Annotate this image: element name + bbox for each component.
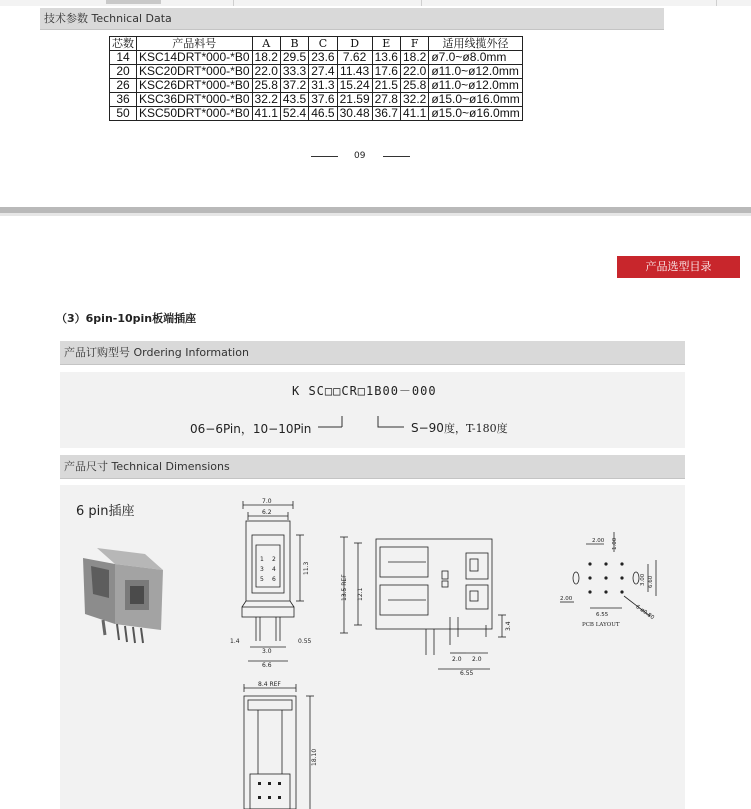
spec-cell: 29.5 [280,51,308,65]
spec-cell: 22.0 [252,65,280,79]
pin-count-note: 06−6Pin，10−10Pin [190,422,312,436]
spec-cell: 13.6 [372,51,400,65]
pcb-dim-width: 6.55 [596,612,609,618]
spec-cell: 26 [110,79,137,93]
front-view-drawing [228,495,323,670]
pcb-layout-drawing [552,530,667,630]
spec-cell: ø7.0~ø8.0mm [429,51,522,65]
spec-cell: 32.2 [400,93,428,107]
spec-table-header [110,37,523,51]
spec-header-cell: 产品料号 [137,37,253,51]
side-dim-pin-pitch-a: 2.0 [452,656,462,663]
spec-cell: ø15.0~ø16.0mm [429,107,522,121]
front-dim-tab: 1.4 [230,638,240,645]
spec-header-cell: 芯数 [110,37,137,51]
side-dim-height-ref: 13.5 REF [341,574,348,601]
spec-cell: 20 [110,65,137,79]
page-number-rule-left [311,156,338,157]
spec-cell: KSC26DRT*000-*B0 [137,79,253,93]
technical-data-bar: 技术参数 Technical Data [40,8,664,30]
spec-cell: 37.2 [280,79,308,93]
page-number: 09 [354,151,366,161]
spec-header-cell: A [252,37,280,51]
spec-cell: KSC20DRT*000-*B0 [137,65,253,79]
pcb-dim-height: 6.60 [648,575,654,588]
pin-number-4: 4 [272,566,276,573]
page-number-rule-right [383,156,410,157]
catalog-tag: 产品选型目录 [617,256,740,278]
spec-header-cell: B [280,37,308,51]
bottom-dim-length: 18.10 [311,748,318,766]
spec-cell: ø11.0~ø12.0mm [429,79,522,93]
front-dim-inner-width: 6.2 [262,509,272,516]
side-dim-depth: 6.55 [460,670,474,675]
spec-cell: 46.5 [309,107,337,121]
spec-cell: 15.24 [337,79,372,93]
spec-table [109,36,523,121]
spec-cell: 31.3 [309,79,337,93]
table-row [110,65,523,79]
spec-header-cell: F [400,37,428,51]
pcb-dim-left: 2.00 [560,596,573,602]
section-heading: （3）6pin-10pin板端插座 [56,312,197,325]
spec-cell: 37.6 [309,93,337,107]
spec-cell: 22.0 [400,65,428,79]
spec-cell: 25.8 [252,79,280,93]
side-view-drawing [338,525,523,675]
spec-cell: KSC50DRT*000-*B0 [137,107,253,121]
pcb-caption: PCB LAYOUT [582,622,620,628]
spec-cell: 25.8 [400,79,428,93]
spec-header-cell: C [309,37,337,51]
active-tab-indicator [106,0,161,4]
pcb-dim-offset: 1.00 [612,537,618,550]
front-dim-base: 6.6 [262,662,272,669]
side-dim-height: 12.1 [357,587,364,601]
tab-separator [233,0,234,6]
pin-number-5: 5 [260,576,264,583]
spec-cell: 33.3 [280,65,308,79]
spec-cell: 41.1 [400,107,428,121]
spec-cell: KSC36DRT*000-*B0 [137,93,253,107]
spec-cell: 36 [110,93,137,107]
front-dim-height: 11.3 [303,561,310,575]
spec-cell: 21.5 [372,79,400,93]
spec-cell: 18.2 [400,51,428,65]
spec-cell: 11.43 [337,65,372,79]
pin-number-2: 2 [272,556,276,563]
technical-dimensions-bar: 产品尺寸 Technical Dimensions [60,455,685,479]
angle-note-prefix: S−90 [411,421,444,435]
angle-note [411,420,508,436]
front-dim-width: 7.0 [262,498,272,505]
spec-header-cell: E [372,37,400,51]
spec-cell: ø11.0~ø12.0mm [429,65,522,79]
front-dim-pitch: 3.0 [262,648,272,655]
spec-header-cell: D [337,37,372,51]
spec-cell: 30.48 [337,107,372,121]
spec-cell: 43.5 [280,93,308,107]
spec-cell: 23.6 [309,51,337,65]
angle-note-suffix: 度，T-180度 [443,422,508,435]
table-row [110,93,523,107]
spec-cell: 7.62 [337,51,372,65]
spec-cell: 41.1 [252,107,280,121]
bottom-dim-width-ref: 8.4 REF [258,681,281,688]
spec-cell: 50 [110,107,137,121]
spec-cell: 21.59 [337,93,372,107]
ordering-code: K SC□□CR□1B00－000 [292,384,437,398]
spec-cell: 18.2 [252,51,280,65]
drawing-label: 6 pin插座 [76,504,135,519]
tab-separator [421,0,422,6]
spec-cell: KSC14DRT*000-*B0 [137,51,253,65]
spec-cell: 14 [110,51,137,65]
bottom-view-drawing [230,678,330,809]
pcb-dim-hole: 6-ø0.80 [634,604,656,622]
spec-header-cell: 适用线揽外径 [429,37,522,51]
front-dim-pin: 0.55 [298,638,312,645]
table-row [110,107,523,121]
pcb-dim-top: 2.00 [592,538,605,544]
pin-number-1: 1 [260,556,264,563]
spec-cell: 32.2 [252,93,280,107]
side-dim-pin-pitch-b: 2.0 [472,656,482,663]
spec-cell: 27.4 [309,65,337,79]
ordering-information-bar: 产品订购型号 Ordering Information [60,341,685,365]
page-divider-shadow [0,213,751,216]
spec-cell: ø15.0~ø16.0mm [429,93,522,107]
side-dim-pin-length: 3.4 [505,621,512,631]
spec-cell: 52.4 [280,107,308,121]
pin-number-6: 6 [272,576,276,583]
spec-cell: 27.8 [372,93,400,107]
pcb-dim-vertical: 3.00 [640,573,646,586]
table-row [110,51,523,65]
tab-separator [716,0,717,6]
ordering-leader-lines [60,372,685,448]
pin-number-3: 3 [260,566,264,573]
spec-cell: 36.7 [372,107,400,121]
spec-cell: 17.6 [372,65,400,79]
product-photo [75,540,170,645]
table-row [110,79,523,93]
